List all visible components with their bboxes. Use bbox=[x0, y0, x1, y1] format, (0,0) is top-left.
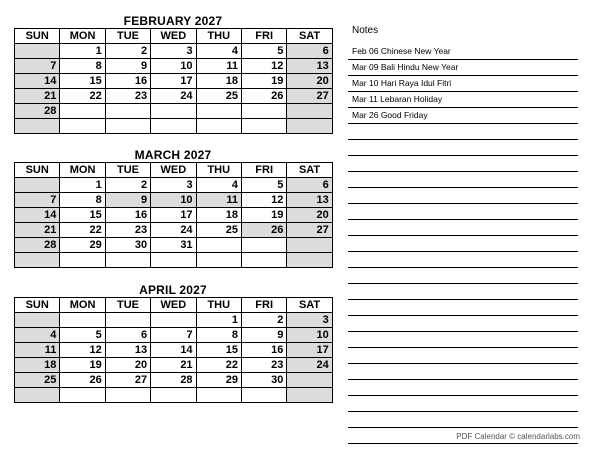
week-row bbox=[15, 223, 333, 238]
day-cell bbox=[105, 104, 150, 119]
note-line: Mar 10 Hari Raya Idul Fitri bbox=[348, 76, 578, 92]
day-cell: 22 bbox=[60, 89, 105, 104]
day-cell: 22 bbox=[60, 223, 105, 238]
weekday-label: MON bbox=[60, 163, 105, 178]
day-cell bbox=[15, 119, 60, 134]
month-april bbox=[14, 283, 332, 403]
week-row bbox=[15, 253, 333, 268]
note-line: Mar 26 Good Friday bbox=[348, 108, 578, 124]
note-line bbox=[348, 412, 578, 428]
weekday-label: MON bbox=[60, 29, 105, 44]
calendar-grid bbox=[14, 162, 333, 268]
week-row bbox=[15, 358, 333, 373]
day-cell: 7 bbox=[15, 59, 60, 74]
day-cell bbox=[60, 253, 105, 268]
day-cell bbox=[60, 104, 105, 119]
day-cell bbox=[15, 253, 60, 268]
day-cell: 12 bbox=[241, 59, 286, 74]
day-cell: 18 bbox=[196, 74, 241, 89]
note-line bbox=[348, 316, 578, 332]
day-cell bbox=[60, 388, 105, 403]
note-line bbox=[348, 236, 578, 252]
weekday-label: SUN bbox=[15, 163, 60, 178]
note-line bbox=[348, 220, 578, 236]
note-line: Mar 09 Bali Hindu New Year bbox=[348, 60, 578, 76]
day-cell: 14 bbox=[151, 343, 196, 358]
note-line bbox=[348, 284, 578, 300]
weekday-label: WED bbox=[151, 29, 196, 44]
week-row bbox=[15, 178, 333, 193]
weekday-header-row bbox=[15, 29, 333, 44]
note-line bbox=[348, 124, 578, 140]
day-cell bbox=[241, 104, 286, 119]
day-cell: 3 bbox=[151, 178, 196, 193]
note-line bbox=[348, 172, 578, 188]
day-cell bbox=[15, 44, 60, 59]
day-cell: 8 bbox=[60, 193, 105, 208]
day-cell: 20 bbox=[287, 208, 332, 223]
week-row bbox=[15, 59, 333, 74]
week-row bbox=[15, 343, 333, 358]
note-line bbox=[348, 268, 578, 284]
weekday-label: FRI bbox=[241, 29, 286, 44]
weekday-label: SAT bbox=[287, 298, 332, 313]
day-cell: 15 bbox=[60, 208, 105, 223]
day-cell: 28 bbox=[15, 238, 60, 253]
day-cell: 21 bbox=[151, 358, 196, 373]
day-cell: 6 bbox=[105, 328, 150, 343]
day-cell bbox=[15, 313, 60, 328]
day-cell: 4 bbox=[196, 178, 241, 193]
day-cell: 28 bbox=[151, 373, 196, 388]
day-cell bbox=[151, 388, 196, 403]
day-cell: 6 bbox=[287, 178, 332, 193]
weekday-label: THU bbox=[196, 298, 241, 313]
day-cell: 19 bbox=[241, 74, 286, 89]
day-cell: 16 bbox=[105, 74, 150, 89]
weekday-header-row bbox=[15, 163, 333, 178]
weekday-label: WED bbox=[151, 298, 196, 313]
weekday-label: FRI bbox=[241, 163, 286, 178]
week-row bbox=[15, 328, 333, 343]
weekday-header-row bbox=[15, 298, 333, 313]
day-cell: 18 bbox=[15, 358, 60, 373]
month-title: MARCH 2027 bbox=[134, 148, 212, 162]
note-line bbox=[348, 396, 578, 412]
weekday-label: SAT bbox=[287, 29, 332, 44]
day-cell: 28 bbox=[15, 104, 60, 119]
day-cell: 22 bbox=[196, 358, 241, 373]
note-line bbox=[348, 380, 578, 396]
day-cell bbox=[287, 119, 332, 134]
weekday-label: TUE bbox=[105, 298, 150, 313]
day-cell: 16 bbox=[241, 343, 286, 358]
notes-title: Notes bbox=[352, 25, 379, 36]
day-cell: 19 bbox=[60, 358, 105, 373]
day-cell: 25 bbox=[196, 89, 241, 104]
day-cell: 19 bbox=[241, 208, 286, 223]
day-cell bbox=[151, 104, 196, 119]
note-line bbox=[348, 140, 578, 156]
day-cell bbox=[105, 253, 150, 268]
day-cell: 11 bbox=[196, 193, 241, 208]
calendar-grid bbox=[14, 297, 333, 403]
note-line bbox=[348, 332, 578, 348]
day-cell: 13 bbox=[105, 343, 150, 358]
day-cell bbox=[196, 104, 241, 119]
day-cell: 21 bbox=[15, 89, 60, 104]
day-cell: 16 bbox=[105, 208, 150, 223]
month-march bbox=[14, 148, 332, 268]
week-row bbox=[15, 44, 333, 59]
day-cell: 1 bbox=[60, 44, 105, 59]
week-row bbox=[15, 208, 333, 223]
day-cell bbox=[287, 253, 332, 268]
day-cell: 23 bbox=[241, 358, 286, 373]
day-cell bbox=[241, 238, 286, 253]
note-line bbox=[348, 252, 578, 268]
weekday-label: SAT bbox=[287, 163, 332, 178]
week-row bbox=[15, 388, 333, 403]
day-cell bbox=[287, 238, 332, 253]
week-row bbox=[15, 193, 333, 208]
month-title: APRIL 2027 bbox=[139, 283, 207, 297]
day-cell: 27 bbox=[105, 373, 150, 388]
day-cell bbox=[196, 388, 241, 403]
note-line bbox=[348, 204, 578, 220]
day-cell: 21 bbox=[15, 223, 60, 238]
day-cell bbox=[105, 313, 150, 328]
day-cell: 10 bbox=[287, 328, 332, 343]
day-cell: 8 bbox=[60, 59, 105, 74]
day-cell: 17 bbox=[151, 208, 196, 223]
day-cell: 9 bbox=[105, 59, 150, 74]
day-cell: 5 bbox=[241, 44, 286, 59]
day-cell bbox=[60, 119, 105, 134]
day-cell: 31 bbox=[151, 238, 196, 253]
day-cell: 11 bbox=[15, 343, 60, 358]
day-cell: 3 bbox=[287, 313, 332, 328]
day-cell: 17 bbox=[287, 343, 332, 358]
day-cell: 12 bbox=[241, 193, 286, 208]
day-cell: 18 bbox=[196, 208, 241, 223]
day-cell: 26 bbox=[60, 373, 105, 388]
note-line bbox=[348, 156, 578, 172]
day-cell bbox=[287, 388, 332, 403]
weekday-label: SUN bbox=[15, 298, 60, 313]
day-cell: 17 bbox=[151, 74, 196, 89]
day-cell: 7 bbox=[15, 193, 60, 208]
day-cell bbox=[241, 253, 286, 268]
day-cell: 4 bbox=[15, 328, 60, 343]
note-line bbox=[348, 300, 578, 316]
day-cell: 13 bbox=[287, 193, 332, 208]
day-cell: 5 bbox=[60, 328, 105, 343]
day-cell: 23 bbox=[105, 89, 150, 104]
day-cell: 15 bbox=[196, 343, 241, 358]
day-cell: 25 bbox=[15, 373, 60, 388]
weekday-label: FRI bbox=[241, 298, 286, 313]
day-cell: 9 bbox=[241, 328, 286, 343]
day-cell: 24 bbox=[151, 89, 196, 104]
weekday-label: TUE bbox=[105, 163, 150, 178]
day-cell: 10 bbox=[151, 193, 196, 208]
day-cell: 9 bbox=[105, 193, 150, 208]
day-cell: 26 bbox=[241, 89, 286, 104]
week-row bbox=[15, 313, 333, 328]
weekday-label: THU bbox=[196, 163, 241, 178]
day-cell bbox=[196, 119, 241, 134]
day-cell bbox=[15, 178, 60, 193]
day-cell: 1 bbox=[196, 313, 241, 328]
day-cell: 14 bbox=[15, 208, 60, 223]
note-line: Feb 06 Chinese New Year bbox=[348, 44, 578, 60]
day-cell bbox=[287, 373, 332, 388]
day-cell: 1 bbox=[60, 178, 105, 193]
day-cell: 30 bbox=[241, 373, 286, 388]
month-title: FEBRUARY 2027 bbox=[123, 14, 223, 28]
day-cell bbox=[151, 253, 196, 268]
day-cell bbox=[241, 119, 286, 134]
day-cell bbox=[60, 313, 105, 328]
weekday-label: TUE bbox=[105, 29, 150, 44]
week-row bbox=[15, 104, 333, 119]
day-cell: 6 bbox=[287, 44, 332, 59]
day-cell: 3 bbox=[151, 44, 196, 59]
day-cell: 29 bbox=[196, 373, 241, 388]
day-cell: 7 bbox=[151, 328, 196, 343]
day-cell: 5 bbox=[241, 178, 286, 193]
day-cell: 24 bbox=[287, 358, 332, 373]
day-cell bbox=[105, 119, 150, 134]
month-february bbox=[14, 14, 332, 134]
day-cell bbox=[241, 388, 286, 403]
weekday-label: THU bbox=[196, 29, 241, 44]
day-cell: 10 bbox=[151, 59, 196, 74]
footer-credit: PDF Calendar © calendarlabs.com bbox=[456, 432, 580, 441]
day-cell: 15 bbox=[60, 74, 105, 89]
day-cell bbox=[105, 388, 150, 403]
notes-lines bbox=[348, 44, 578, 444]
day-cell: 2 bbox=[105, 44, 150, 59]
day-cell: 4 bbox=[196, 44, 241, 59]
day-cell: 12 bbox=[60, 343, 105, 358]
week-row bbox=[15, 373, 333, 388]
day-cell: 2 bbox=[241, 313, 286, 328]
day-cell bbox=[151, 119, 196, 134]
note-line bbox=[348, 348, 578, 364]
day-cell: 30 bbox=[105, 238, 150, 253]
day-cell bbox=[15, 388, 60, 403]
day-cell: 24 bbox=[151, 223, 196, 238]
day-cell: 27 bbox=[287, 89, 332, 104]
weekday-label: MON bbox=[60, 298, 105, 313]
note-line: Mar 11 Lebaran Holiday bbox=[348, 92, 578, 108]
day-cell: 25 bbox=[196, 223, 241, 238]
day-cell: 27 bbox=[287, 223, 332, 238]
note-line bbox=[348, 188, 578, 204]
day-cell: 20 bbox=[105, 358, 150, 373]
day-cell: 14 bbox=[15, 74, 60, 89]
day-cell: 23 bbox=[105, 223, 150, 238]
day-cell: 13 bbox=[287, 59, 332, 74]
calendar-grid bbox=[14, 28, 333, 134]
day-cell bbox=[151, 313, 196, 328]
day-cell: 29 bbox=[60, 238, 105, 253]
notes-panel bbox=[348, 24, 578, 444]
day-cell: 26 bbox=[241, 223, 286, 238]
week-row bbox=[15, 74, 333, 89]
day-cell: 20 bbox=[287, 74, 332, 89]
day-cell bbox=[287, 104, 332, 119]
day-cell: 2 bbox=[105, 178, 150, 193]
weekday-label: WED bbox=[151, 163, 196, 178]
week-row bbox=[15, 238, 333, 253]
day-cell: 11 bbox=[196, 59, 241, 74]
week-row bbox=[15, 119, 333, 134]
note-line bbox=[348, 364, 578, 380]
day-cell: 8 bbox=[196, 328, 241, 343]
week-row bbox=[15, 89, 333, 104]
day-cell bbox=[196, 253, 241, 268]
day-cell bbox=[196, 238, 241, 253]
weekday-label: SUN bbox=[15, 29, 60, 44]
